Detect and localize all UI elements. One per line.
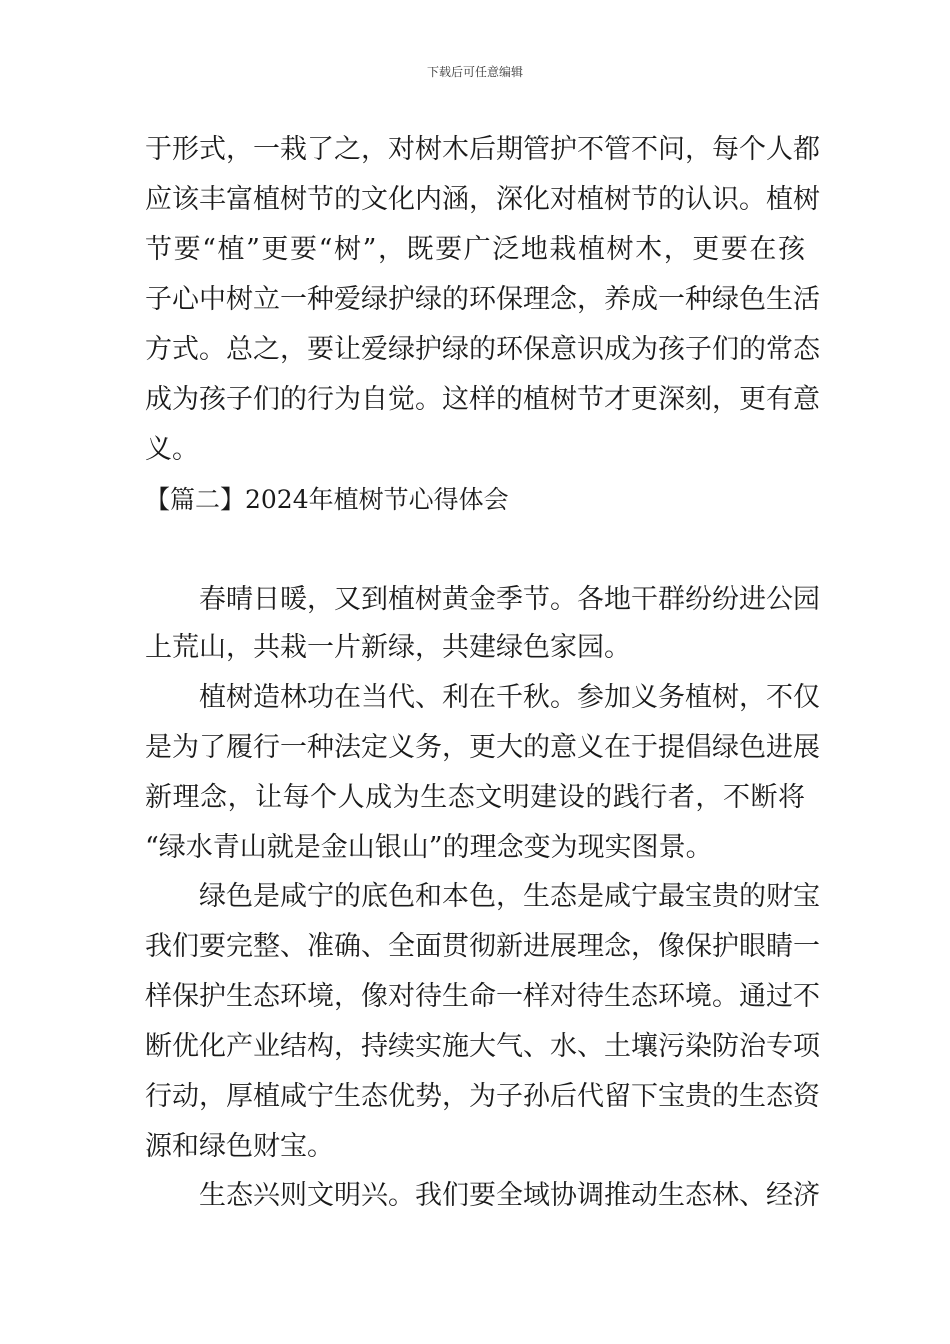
body-line: 行动，厚植咸宁生态优势，为子孙后代留下宝贵的生态资 [145, 1081, 820, 1112]
body-line: 是为了履行一种法定义务，更大的意义在于提倡绿色进展 [145, 732, 820, 763]
body-line: 子心中树立一种爱绿护绿的环保理念，养成一种绿色生活 [145, 284, 820, 315]
section-heading: 【篇二】2024年植树节心得体会 [145, 485, 509, 514]
body-line: 节要“植”更要“树”，既要广泛地栽植树木，更要在孩 [145, 234, 805, 265]
page-header-note: 下载后可任意编辑 [426, 65, 523, 79]
body-line: 成为孩子们的行为自觉。这样的植树节才更深刻，更有意 [145, 384, 820, 415]
body-line: 源和绿色财宝。 [145, 1131, 334, 1162]
body-line: 断优化产业结构，持续实施大气、水、土壤污染防治专项 [145, 1031, 820, 1062]
body-line: 春晴日暖，又到植树黄金季节。各地干群纷纷进公园 [199, 584, 820, 615]
body-line: 于形式，一栽了之，对树木后期管护不管不问，每个人都 [145, 134, 820, 165]
body-line: 绿色是咸宁的底色和本色，生态是咸宁最宝贵的财宝 [199, 881, 820, 912]
body-line: 义。 [145, 434, 199, 465]
body-line: “绿水青山就是金山银山”的理念变为现实图景。 [145, 832, 713, 863]
body-line: 植树造林功在当代、利在千秋。参加义务植树，不仅 [199, 682, 820, 713]
body-line: 样保护生态环境，像对待生命一样对待生态环境。通过不 [145, 981, 820, 1012]
body-line: 上荒山，共栽一片新绿，共建绿色家园。 [145, 632, 631, 663]
body-line: 方式。总之，要让爱绿护绿的环保意识成为孩子们的常态 [145, 334, 820, 365]
body-line: 生态兴则文明兴。我们要全域协调推动生态林、经济 [199, 1180, 820, 1211]
body-line: 应该丰富植树节的文化内涵，深化对植树节的认识。植树 [145, 184, 820, 215]
body-line: 我们要完整、准确、全面贯彻新进展理念，像保护眼睛一 [145, 931, 820, 962]
body-line: 新理念，让每个人成为生态文明建设的践行者，不断将 [145, 782, 805, 813]
